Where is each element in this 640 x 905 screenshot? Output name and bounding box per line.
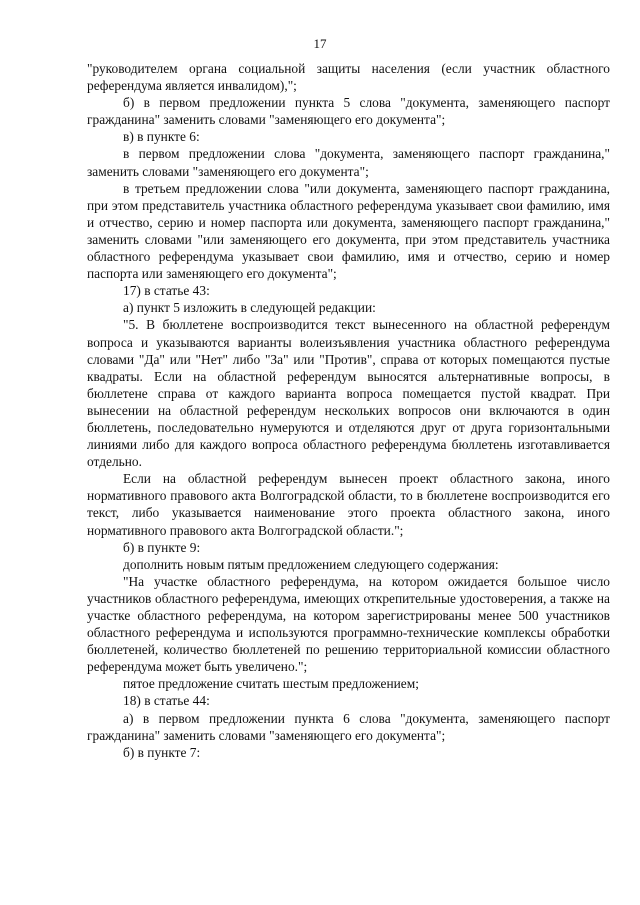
document-body bbox=[87, 60, 610, 761]
paragraph-article-heading: 17) в статье 43: bbox=[123, 283, 210, 299]
paragraph-article-heading: 18) в статье 44: bbox=[123, 693, 210, 709]
paragraph: пятое предложение считать шестым предложением; bbox=[123, 676, 419, 692]
paragraph-quoted: Если на областной референдум вынесен проект областного закона, иного нормативного правового акта Волгоградской области, то в бюллетене воспроизводится его текст, либо указывается наименование этого проекта областного закона, иного нормативного правового акта Волгоградской области."; bbox=[87, 471, 610, 538]
paragraph: в) в пункте 6: bbox=[123, 129, 200, 145]
paragraph: а) в первом предложении пункта 6 слова "документа, заменяющего паспорт гражданина" заменить словами "заменяющего его документа"; bbox=[87, 710, 610, 743]
paragraph: в первом предложении слова "документа, заменяющего паспорт гражданина," заменить словами "заменяющего его документа"; bbox=[87, 146, 610, 179]
page-number: 17 bbox=[313, 36, 327, 51]
paragraph-continuation: "руководителем органа социальной защиты населения (если участник областного референдума является инвалидом),"; bbox=[87, 61, 610, 94]
paragraph: б) в пункте 7: bbox=[123, 744, 201, 760]
paragraph: а) пункт 5 изложить в следующей редакции: bbox=[123, 300, 376, 316]
paragraph-quoted: "На участке областного референдума, на котором ожидается большое число участников областного референдума, имеющих открепительные удостоверения, а также на участке областного референдума, на котором зарегистрированы менее 500 участников областного референдума и используются программно-технические комплексы обработки бюллетеней, количество бюллетеней по решению территориальной комиссии областного референдума может быть увеличено."; bbox=[87, 573, 610, 675]
paragraph-quoted: "5. В бюллетене воспроизводится текст вынесенного на областной референдум вопроса и указываются варианты волеизъявления участника областного референдума словами "Да" или "Нет" либо "За" или "Против", справа от которых помещаются пустые квадраты. Если на областной референдум выносятся альтернативные вопросы, в бюллетене справа от каждого варианта вопроса помещается пустой квадрат. При вынесении на областной референдум нескольких вопросов они включаются в один бюллетень, последовательно нумеруются и отделяются друг от друга горизонтальными линиями либо для каждого вопроса областного референдума бюллетень изготавливается отдельно. bbox=[87, 317, 610, 470]
paragraph: б) в пункте 9: bbox=[123, 539, 201, 555]
paragraph: в третьем предложении слова "или документа, заменяющего паспорт гражданина, при этом представитель участника областного референдума указывает свои фамилию, имя и отчество, серию и номер паспорта или документа, заменяющего паспорт гражданина," заменить словами "или заменяющего его документа, при этом представитель участника областного референдума указывает свои фамилию, имя и отчество, серию и номер паспорта или заменяющего его документа"; bbox=[87, 180, 610, 282]
paragraph: б) в первом предложении пункта 5 слова "документа, заменяющего паспорт гражданина" заменить словами "заменяющего его документа"; bbox=[87, 95, 610, 128]
paragraph: дополнить новым пятым предложением следующего содержания: bbox=[123, 556, 499, 572]
